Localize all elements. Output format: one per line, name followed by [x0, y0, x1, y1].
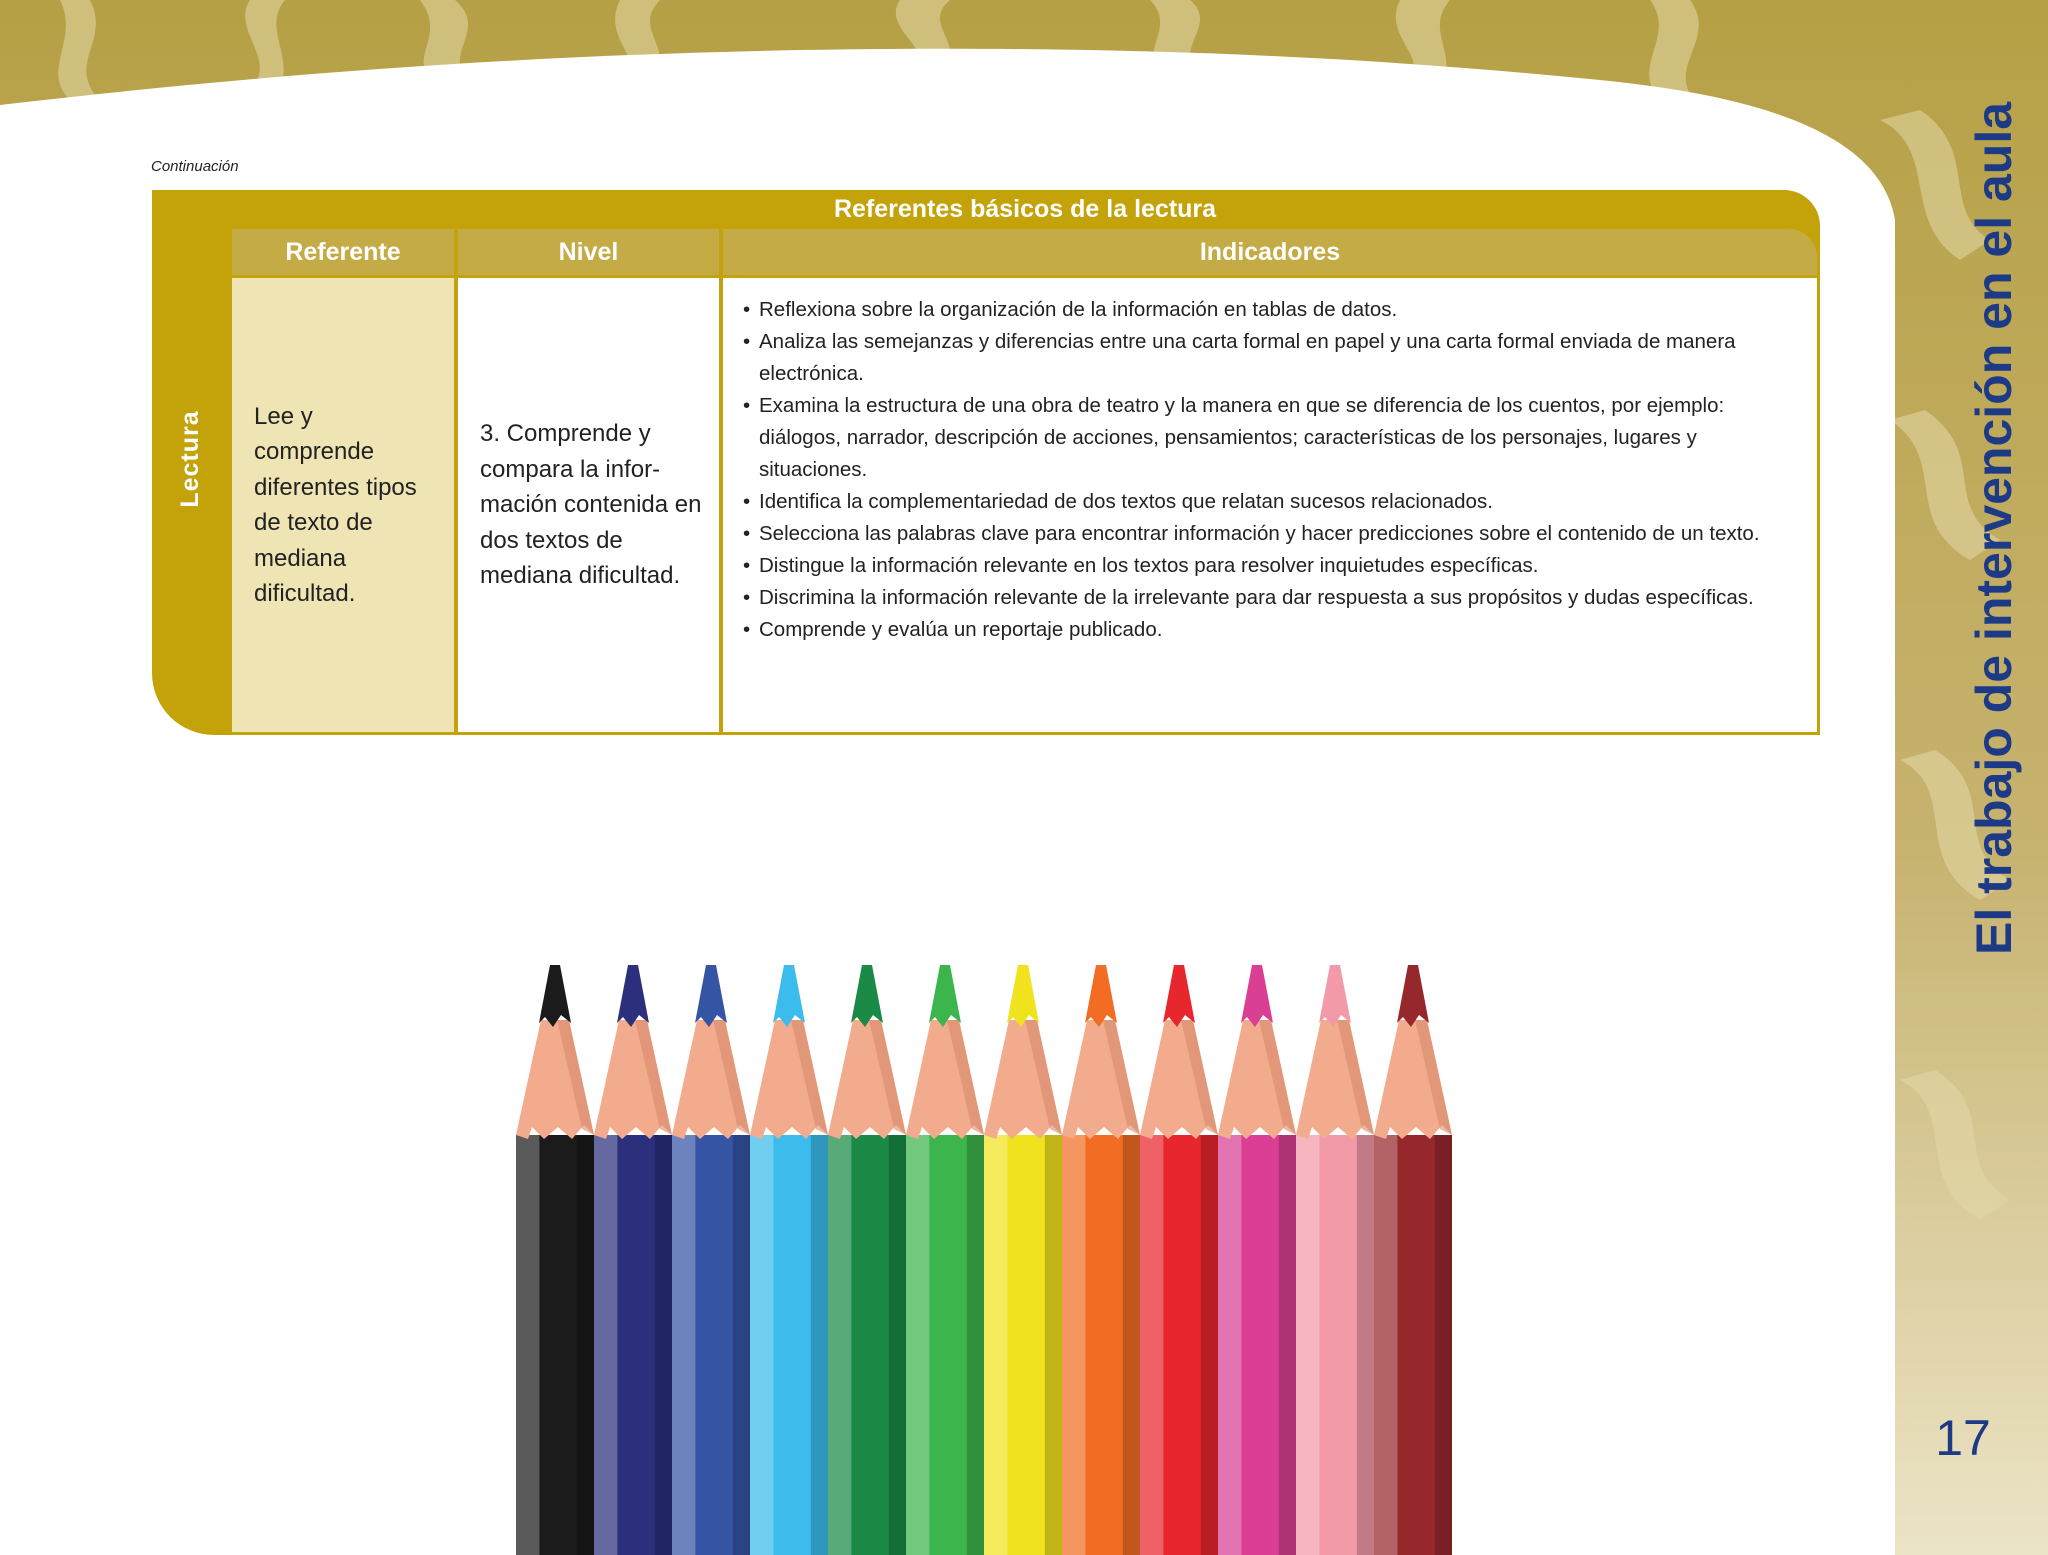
- side-label-lectura: Lectura: [176, 410, 204, 508]
- indicador-item: • Analiza las semejanzas y diferencias entre una carta formal en papel y una carta formal enviada de manera electrónica.: [743, 326, 1803, 390]
- table-grid: [228, 226, 1820, 735]
- pencil: [750, 965, 828, 1555]
- pencil: [1140, 965, 1218, 1555]
- pencil: [1062, 965, 1140, 1555]
- page-number: 17: [1935, 1410, 1991, 1466]
- colored-pencils-illustration: [510, 965, 1460, 1555]
- pencil: [984, 965, 1062, 1555]
- cell-indicadores: [723, 278, 1817, 732]
- header-nivel: Nivel: [458, 229, 719, 275]
- pencil: [1374, 965, 1452, 1555]
- pencil: [828, 965, 906, 1555]
- indicador-item: • Comprende y evalúa un reportaje publicado.: [743, 614, 1803, 646]
- pencil: [672, 965, 750, 1555]
- cell-referente: [232, 278, 454, 732]
- pencil: [906, 965, 984, 1555]
- indicador-item: • Identifica la complementariedad de dos textos que relatan sucesos relacionados.: [743, 486, 1803, 518]
- referentes-table: [152, 190, 1820, 735]
- nivel-text: 3. Comprende y compara la infor-mación contenida en dos textos de mediana dificultad.: [480, 420, 702, 590]
- section-title-vertical: El trabajo de intervención en el aula: [1966, 101, 2022, 955]
- pencil: [1296, 965, 1374, 1555]
- pencil: [516, 965, 594, 1555]
- indicador-item: • Selecciona las palabras clave para encontrar información y hacer predicciones sobre el contenido de un texto.: [743, 518, 1803, 550]
- pencil: [594, 965, 672, 1555]
- cell-nivel: [458, 278, 719, 732]
- referente-text: Lee y comprende diferentes tipos de texto de mediana dificultad.: [254, 402, 417, 607]
- indicador-item: • Examina la estructura de una obra de teatro y la manera en que se diferencia de los cuentos, por ejemplo: diálogos, narrador, descripción de acciones, pensamientos; características de los personajes, lugares y situaciones.: [743, 390, 1803, 486]
- header-referente: Referente: [232, 229, 454, 275]
- indicadores-list: [743, 294, 1803, 646]
- table-title: Referentes básicos de la lectura: [833, 195, 1217, 223]
- pencil: [1218, 965, 1296, 1555]
- indicador-item: • Reflexiona sobre la organización de la información en tablas de datos.: [743, 294, 1803, 326]
- indicador-item: • Distingue la información relevante en los textos para resolver inquietudes específicas.: [743, 550, 1803, 582]
- header-indicadores: Indicadores: [723, 229, 1817, 275]
- continuation-note: Continuación: [151, 158, 239, 175]
- indicador-item: • Discrimina la información relevante de la irrelevante para dar respuesta a sus propósitos y dudas específicas.: [743, 582, 1803, 614]
